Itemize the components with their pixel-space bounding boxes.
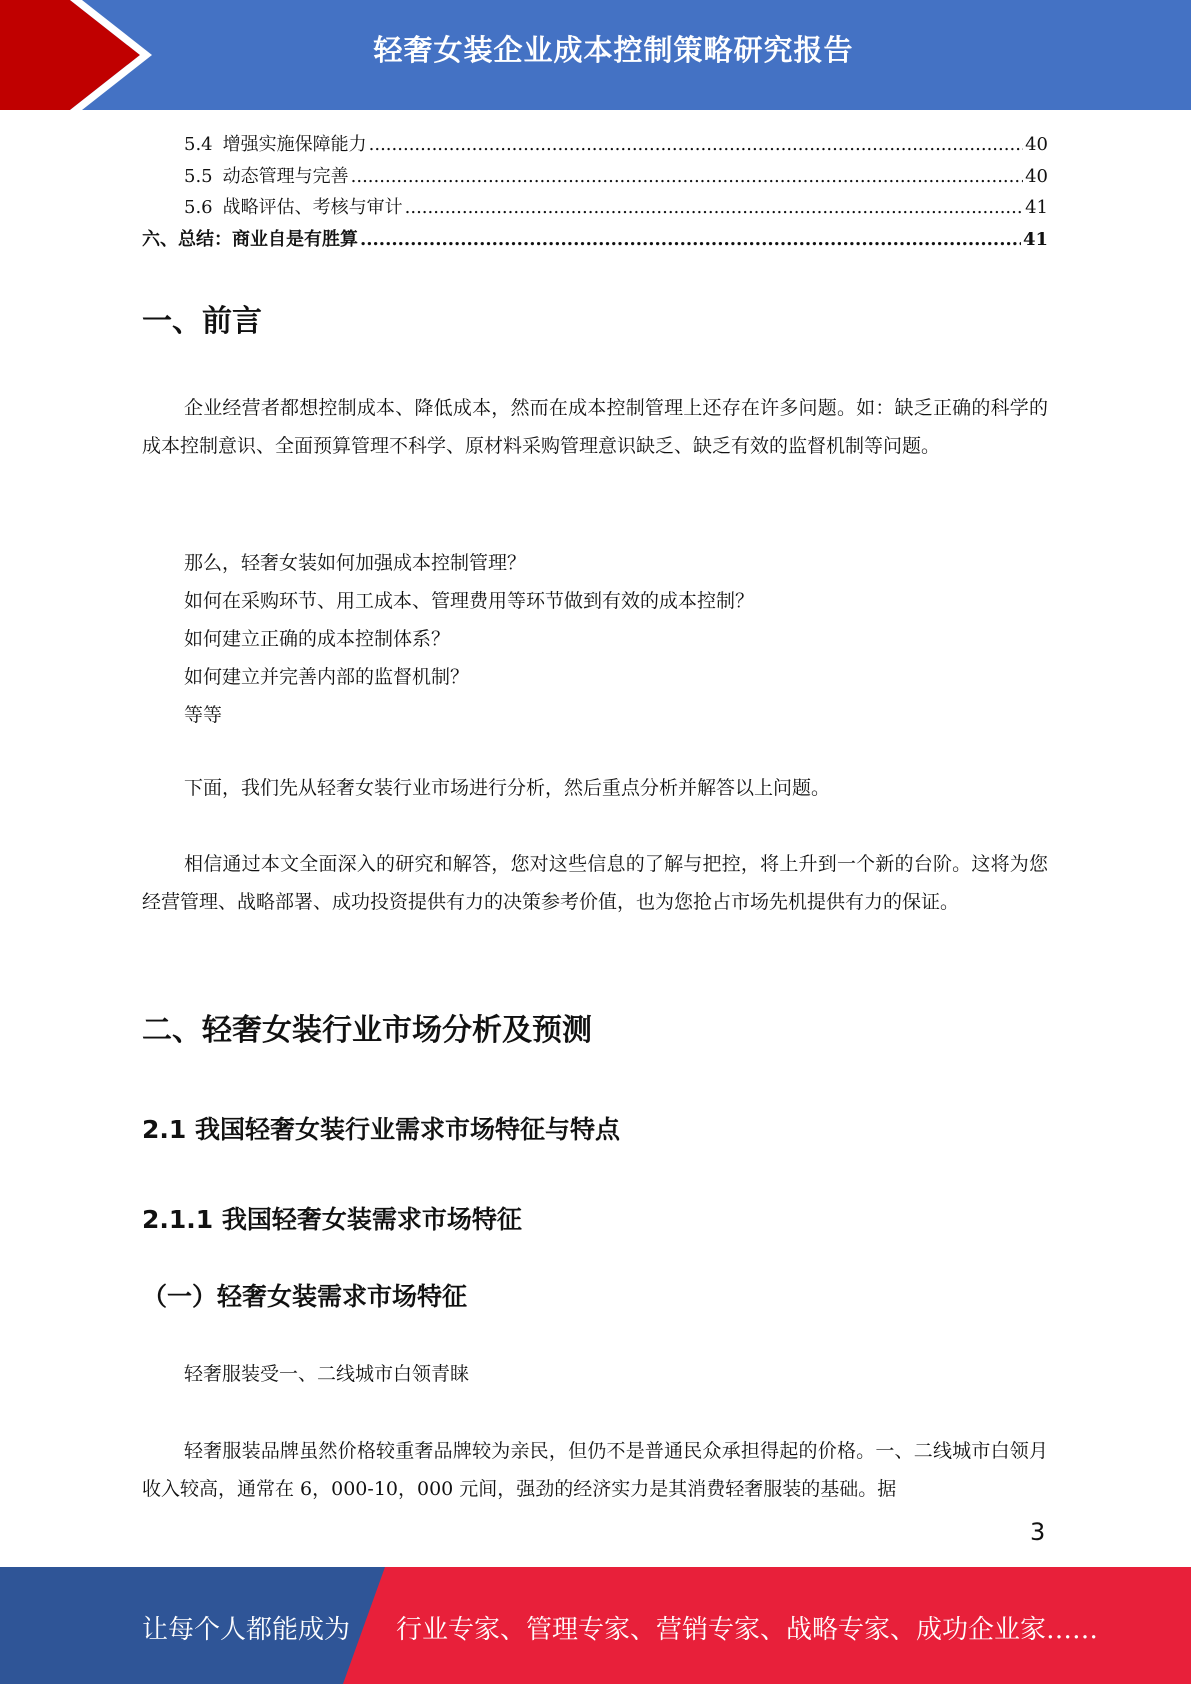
toc-leader-dots [369,134,1023,155]
paragraph: 相信通过本文全面深入的研究和解答，您对这些信息的了解与把控，将上升到一个新的台阶。这将为您经营管理、战略部署、成功投资提供有力的决策参考价值，也为您抢占市场先机提供有力的保证。 [142,853,1048,913]
paragraph: 企业经营者都想控制成本、降低成本，然而在成本控制管理上还存在许多问题。如：缺乏正确的科学的成本控制意识、全面预算管理不科学、原材料采购管理意识缺乏、缺乏有效的监督机制等问题。 [142,397,1048,457]
heading-part-1: （一）轻奢女装需求市场特征 [142,1282,468,1311]
toc-entry[interactable] [142,225,1048,257]
toc-entry-number: 5.4 [184,134,213,155]
toc-entry-number: 5.6 [184,197,213,218]
page-footer [0,1567,1191,1684]
toc-entry-label: 战略评估、考核与审计 [222,197,403,218]
toc-entry[interactable] [142,162,1048,194]
toc-entry-label: 动态管理与完善 [222,165,349,187]
heading-preface: 一、前言 [142,304,262,339]
footer-slogan-left: 让每个人都能成为 [142,1615,351,1645]
heading-market-analysis: 二、轻奢女装行业市场分析及预测 [142,1013,592,1048]
paragraph: 轻奢服装品牌虽然价格较重奢品牌较为亲民，但仍不是普通民众承担得起的价格。一、二线城市白领月收入较高，通常在 6，000-10，000 元间，强劲的经济实力是其消费轻奢服装的基础。据 [142,1440,1048,1500]
heading-2-1: 2.1 我国轻奢女装行业需求市场特征与特点 [142,1115,620,1144]
toc-entry-label: 六、总结：商业自是有胜算 [142,228,358,250]
toc-entry-number: 5.5 [184,165,213,187]
table-of-contents [142,130,1048,256]
question-line: 等等 [184,704,223,726]
toc-leader-dots [360,229,1021,250]
toc-entry[interactable] [142,193,1048,225]
toc-leader-dots [405,197,1023,218]
report-title: 轻奢女装企业成本控制策略研究报告 [373,33,854,67]
toc-leader-dots [351,166,1023,187]
toc-entry[interactable] [142,130,1048,162]
toc-entry-page: 41 [1022,228,1048,250]
toc-entry-page: 40 [1025,134,1048,155]
question-line: 如何在采购环节、用工成本、管理费用等环节做到有效的成本控制？ [184,590,755,612]
question-line: 如何建立并完善内部的监督机制？ [184,666,470,688]
question-line: 那么，轻奢女装如何加强成本控制管理？ [184,552,527,574]
page-header [0,0,1191,110]
toc-entry-page: 40 [1025,165,1048,187]
paragraph: 轻奢服装受一、二线城市白领青睐 [184,1363,470,1385]
toc-entry-label: 增强实施保障能力 [222,134,367,155]
footer-slogan-right: 行业专家、管理专家、营销专家、战略专家、成功企业家…… [396,1615,1099,1645]
paragraph: 下面，我们先从轻奢女装行业市场进行分析，然后重点分析并解答以上问题。 [184,777,831,799]
heading-2-1-1: 2.1.1 我国轻奢女装需求市场特征 [142,1205,522,1234]
page-number: 3 [1030,1518,1046,1546]
toc-entry-page: 41 [1025,197,1048,218]
question-line: 如何建立正确的成本控制体系？ [184,628,451,650]
